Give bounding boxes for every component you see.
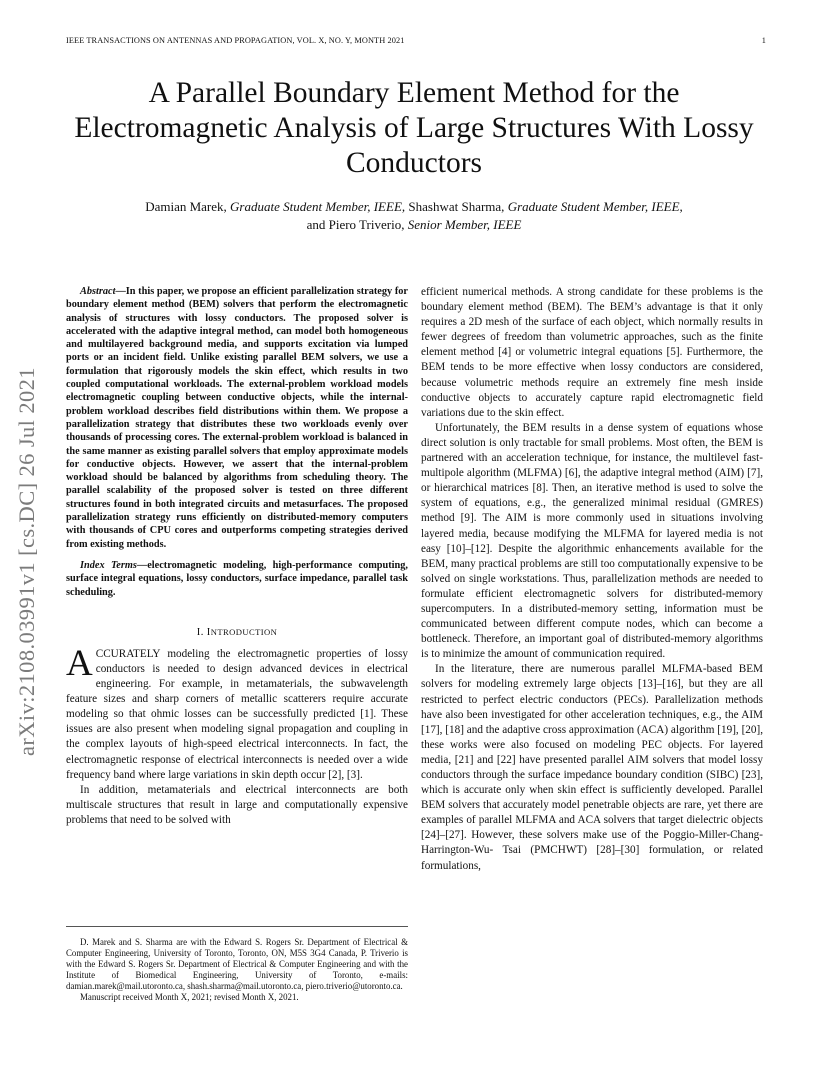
author-name: and Piero Triverio,	[306, 217, 408, 232]
author-name: Damian Marek,	[145, 199, 231, 214]
index-terms-text: —electromagnetic modeling, high-performance computing, surface integral equations, lossy conductors, surface impedance, parallel task scheduling.	[66, 559, 408, 598]
paragraph: In addition, metamaterials and electrical interconnects are both multiscale structures that result in large and computationally expensive problems that need to be solved with	[66, 783, 408, 826]
abstract	[66, 285, 408, 551]
author-affiliation: Graduate Student Member, IEEE,	[230, 199, 406, 214]
author-affiliation: Graduate Student Member, IEEE,	[507, 199, 683, 214]
author-affiliation: Senior Member, IEEE	[407, 217, 522, 232]
running-header	[66, 36, 766, 48]
left-column	[66, 285, 408, 828]
paper-title: A Parallel Boundary Element Method for the Electromagnetic Analysis of Large Structures With Lossy Conductors	[74, 77, 754, 179]
section-heading	[66, 625, 408, 640]
page-number: 1	[761, 36, 766, 45]
index-terms-label: Index Terms	[80, 559, 137, 571]
author-list	[66, 198, 762, 234]
paragraph-text: CCURATELY modeling the electromagnetic properties of lossy conductors is needed to design advanced devices in electrical engineering. For example, in metamaterials, the subwavelength feature sizes and sharp corners of metallic scatterers require accurate modeling so that ohmic losses can be successfully predicted [1]. These issues are also present when modeling signal propagation and coupling in the complex layouts of high-speed electrical interconnects. In fact, the electromagnetic response of electrical interconnects is needed over a wide frequency band where large variations in skin depth occur [2], [3].	[66, 647, 408, 781]
journal-name: IEEE TRANSACTIONS ON ANTENNAS AND PROPAGATION, VOL. X, NO. Y, MONTH 2021	[66, 36, 405, 45]
paragraph: Unfortunately, the BEM results in a dense system of equations whose direct solution is only tractable for small problems. Most often, the BEM is partnered with an acceleration technique, for instance, the multilevel fast-multipole algorithm (MLFMA) [6], the adaptive integral method (AIM) [7], or hierarchical matrices [8]. Then, an iterative method is used to solve the system of equations, e.g., the generalized minimal residual (GMRES) method [9]. The AIM is more commonly used in situations involving layered media, because modifying the MLFMA for layered media is not easy [10]–[12]. Despite the algorithmic enhancements available for the BEM, many practical problems are still too computationally expensive to be solved on single workstations. Thus, parallelization methods are needed to formulate efficient electromagnetic solvers for distributed-memory supercomputers. In a distributed-memory setting, information must be communicated between different compute nodes, which can become a bottleneck. Therefore, an important goal of distributed-memory algorithms is to minimize the amount of communication required.	[421, 421, 763, 661]
paragraph: efficient numerical methods. A strong candidate for these problems is the boundary element method (BEM). The BEM’s advantage is that it only requires a 2D mesh of the surface of each object, which normally results in fewer degrees of freedom than volumetric approaches, such as the finite element method [4] or volumetric integral equations [5]. Furthermore, the BEM tends to be more effective when lossy conductors are considered, because volumetric methods require an extremely fine mesh inside conductive objects to accurately capture rapid electromagnetic field variations due to the skin effect.	[421, 286, 763, 419]
drop-cap: A	[66, 642, 93, 684]
section-number: I. I	[196, 626, 211, 638]
author-name: Shashwat Sharma,	[405, 199, 508, 214]
section-name: NTRODUCTION	[210, 626, 278, 637]
paragraph: In the literature, there are numerous parallel MLFMA-based BEM solvers for modeling extremely large objects [13]–[16], but they are all restricted to perfect electric conductors (PECs). Parallelization methods have also been investigated for other acceleration techniques, e.g., the AIM [17], [18] and the adaptive cross approximation (ACA) algorithm [19], [20], these works were also focused on modeling PEC objects. For layered media, [21] and [22] have presented parallel AIM solvers that model lossy conductors through the surface impedance boundary condition (SIBC) [23], which is accurate only when skin effect is sufficiently developed. Parallel BEM solvers that accurately model penetrable objects are rare, yet there are examples of parallel MLFMA and ACA solvers that target dielectric objects [24]–[27]. However, these solvers make use of the Poggio-Miller-Chang-Harrington-Wu- Tsai (PMCHWT) [28]–[30] formulation, or related formulations,	[421, 663, 763, 872]
footnote	[66, 926, 408, 1004]
footnote-manuscript: Manuscript received Month X, 2021; revised Month X, 2021.	[80, 992, 299, 1003]
arxiv-stamp: arXiv:2108.03991v1 [cs.DC] 26 Jul 2021	[14, 367, 39, 756]
footnote-affiliations: D. Marek and S. Sharma are with the Edward S. Rogers Sr. Department of Electrical & Computer Engineering, University of Toronto, Toronto, ON, M5S 3G4 Canada, P. Triverio is with the Edward S. Rogers Sr. Department of Electrical & Computer Engineering and with the Institute of Biomedical Engineering, University of Toronto, e-mails: damian.marek@mail.utoronto.ca, shash.sharma@mail.utoronto.ca, piero.triverio@utoronto.ca.	[66, 937, 408, 992]
index-terms	[66, 559, 408, 599]
right-column	[421, 285, 763, 874]
abstract-text: —In this paper, we propose an efficient parallelization strategy for boundary element method (BEM) solvers that perform the electromagnetic analysis of structures with lossy conductors. The proposed solver is accelerated with the adaptive integral method, can model both homogeneous and multilayered background media, and supports excitation via lumped ports or an incident field. Unlike existing parallel BEM solvers, we use a formulation that rigorously models the skin effect, which results in two coupled computational workloads. The external-problem workload models electromagnetic coupling between conductive objects, while the internal-problem workload describes field distributions within them. We propose a parallelization strategy that distributes these two workloads evenly over thousands of processing cores. The external-problem workload is balanced in the same manner as existing parallel solvers that employ approximate models for conductive objects. However, we assert that the internal-problem workload should be balanced by algorithms from scheduling theory. The parallel scalability of the proposed solver is tested on three different structures found in both integrated circuits and metasurfaces. The proposed parallelization strategy runs efficiently on distributed-memory computers with thousands of CPU cores and outperforms competing strategies derived from existing methods.	[66, 286, 408, 550]
abstract-label: Abstract	[80, 286, 116, 297]
paragraph	[66, 642, 408, 783]
